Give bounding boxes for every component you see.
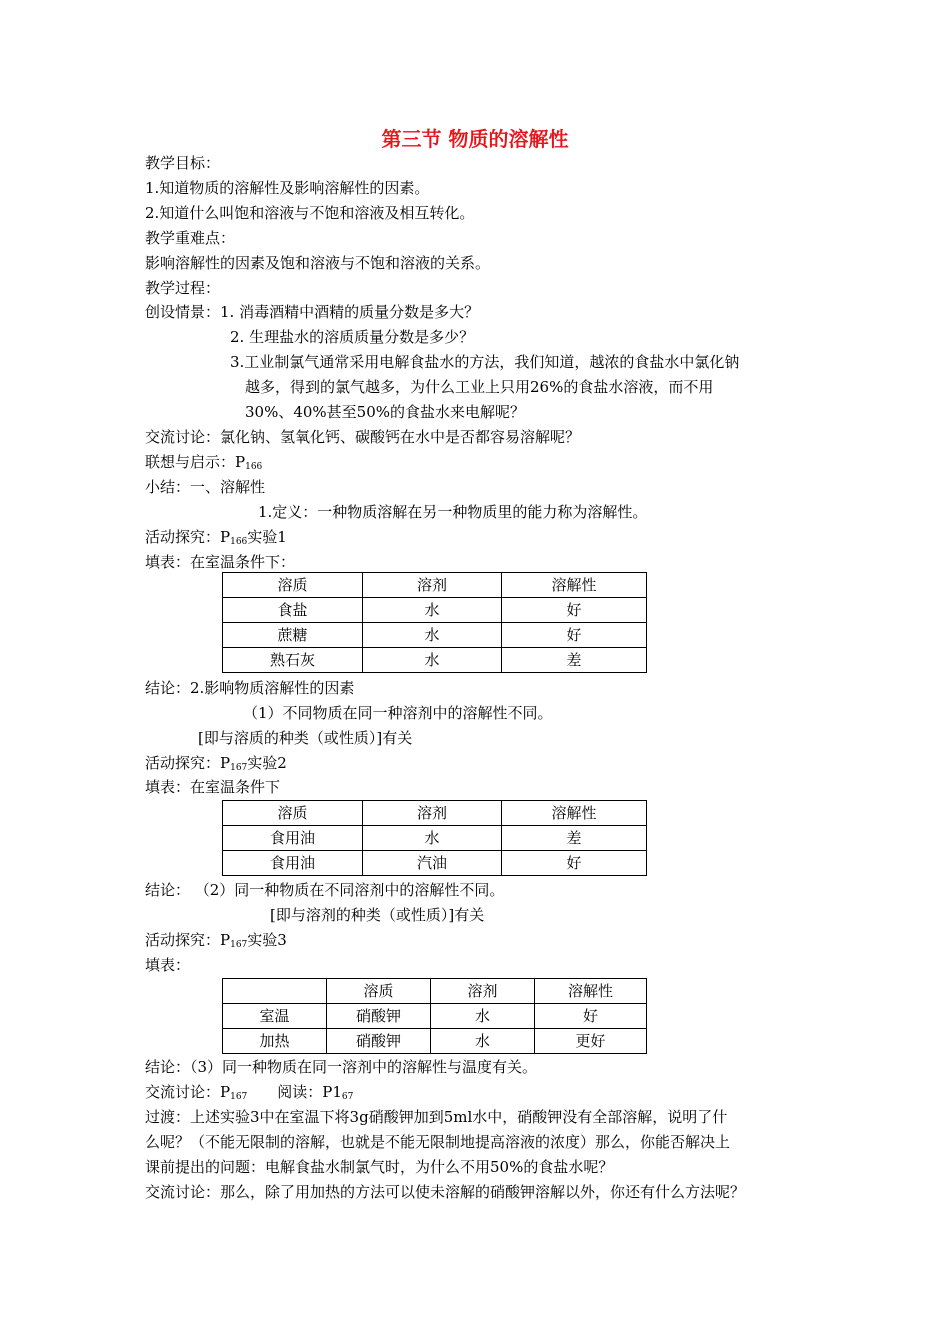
table-header-cell: 溶质: [327, 979, 431, 1004]
table-row: [223, 648, 647, 673]
table-cell: 食用油: [223, 851, 363, 876]
key-points-heading: 教学重难点：: [145, 229, 236, 247]
association-line: [145, 452, 262, 477]
activity-2-text: 活动探究：P: [145, 754, 231, 772]
table-cell: 食盐: [223, 598, 363, 623]
table-cell: 室温: [223, 1004, 327, 1029]
discussion-3: 交流讨论：那么，除了用加热的方法可以使未溶解的硝酸钾溶解以外，你还有什么方法呢？: [145, 1183, 746, 1201]
table-header-cell: 溶质: [223, 801, 363, 826]
table-header-cell: 溶解性: [502, 573, 647, 598]
table-row: [223, 801, 647, 826]
objective-1: 1.知道物质的溶解性及影响溶解性的因素。: [145, 179, 430, 197]
table-cell: 汽油: [363, 851, 502, 876]
table-cell: 更好: [535, 1029, 647, 1054]
process-heading: 教学过程：: [145, 279, 221, 297]
table-row: [223, 851, 647, 876]
activity-1-text: 活动探究：P: [145, 528, 231, 546]
scenario-question-3-line-3: 30%、40%甚至50%的食盐水来电解呢？: [245, 403, 526, 421]
fill-table-1-caption: 填表：在室温条件下：: [145, 553, 296, 571]
conclusion-1-point: （1）不同物质在同一种溶剂中的溶解性不同。: [243, 704, 553, 722]
table-cell: 食用油: [223, 826, 363, 851]
activity-1-page-sub: 166: [230, 537, 248, 547]
reading-text: 阅读：P1: [277, 1083, 342, 1101]
reading-page-sub: 67: [341, 1092, 354, 1102]
table-row: [223, 826, 647, 851]
table-cell: 水: [363, 623, 502, 648]
page-title: 第三节 物质的溶解性: [381, 127, 569, 151]
conclusion-1: 结论：2.影响物质溶解性的因素: [145, 679, 355, 697]
table-cell: 熟石灰: [223, 648, 363, 673]
table-cell: 加热: [223, 1029, 327, 1054]
activity-1-line: [145, 527, 287, 552]
association-text: 联想与启示：P: [145, 453, 246, 471]
table-row: [223, 573, 647, 598]
scenario-question-3-line-2: 越多，得到的氯气越多，为什么工业上只用26%的食盐水溶液，而不用: [245, 378, 714, 396]
table-cell: 硝酸钾: [327, 1004, 431, 1029]
key-points-text: 影响溶解性的因素及饱和溶液与不饱和溶液的关系。: [145, 254, 491, 272]
table-row: [223, 1029, 647, 1054]
table-header-cell: 溶解性: [502, 801, 647, 826]
table-row: [223, 979, 647, 1004]
table-header-cell: 溶质: [223, 573, 363, 598]
table-header-cell: 溶剂: [363, 801, 502, 826]
table-cell: 好: [502, 598, 647, 623]
definition-text: 1.定义：一种物质溶解在另一种物质里的能力称为溶解性。: [258, 503, 648, 521]
table-cell: 水: [363, 826, 502, 851]
conclusion-2-note: [即与溶剂的种类（或性质）]有关: [270, 906, 485, 924]
table-cell: 硝酸钾: [327, 1029, 431, 1054]
table-1: [222, 572, 647, 673]
table-row: [223, 623, 647, 648]
table-2: [222, 800, 647, 876]
association-page-sub: 166: [245, 462, 263, 472]
scenario-question-3-line-1: 3.工业制氯气通常采用电解食盐水的方法，我们知道，越浓的食盐水中氯化钠: [230, 353, 740, 371]
table-cell: 好: [502, 623, 647, 648]
table-header-cell: 溶剂: [363, 573, 502, 598]
fill-table-2-caption: 填表：在室温条件下: [145, 778, 281, 796]
scenario-question-1: 创设情景：1. 消毒酒精中酒精的质量分数是多大？: [145, 303, 480, 321]
table-cell: 差: [502, 826, 647, 851]
summary-heading: 小结：一、溶解性: [145, 478, 266, 496]
table-3: [222, 978, 647, 1054]
objectives-heading: 教学目标：: [145, 154, 221, 172]
table-header-cell: 溶解性: [535, 979, 647, 1004]
activity-3-line: [145, 930, 287, 955]
table-cell: 水: [431, 1004, 535, 1029]
table-cell: 差: [502, 648, 647, 673]
discussion-2-page-sub: 167: [230, 1092, 248, 1102]
discussion-1: 交流讨论：氯化钠、氢氧化钙、碳酸钙在水中是否都容易溶解呢？: [145, 428, 581, 446]
activity-3-tail: 实验3: [247, 931, 287, 949]
activity-2-tail: 实验2: [247, 754, 287, 772]
table-cell: 水: [363, 648, 502, 673]
table-header-cell: [223, 979, 327, 1004]
discussion-2-line: [145, 1082, 353, 1107]
transition-line-3: 课前提出的问题：电解食盐水制氯气时，为什么不用50%的食盐水呢？: [145, 1158, 614, 1176]
conclusion-1-note: [即与溶质的种类（或性质）]有关: [198, 729, 413, 747]
transition-line-1: 过渡：上述实验3中在室温下将3g硝酸钾加到5ml水中，硝酸钾没有全部溶解，说明了什: [145, 1108, 728, 1126]
table-cell: 好: [535, 1004, 647, 1029]
conclusion-2: 结论： （2）同一种物质在不同溶剂中的溶解性不同。: [145, 881, 505, 899]
table-cell: 水: [363, 598, 502, 623]
conclusion-3: 结论：（3）同一种物质在同一溶剂中的溶解性与温度有关。: [145, 1058, 538, 1076]
table-cell: 蔗糖: [223, 623, 363, 648]
table-row: [223, 598, 647, 623]
table-header-cell: 溶剂: [431, 979, 535, 1004]
table-cell: 水: [431, 1029, 535, 1054]
table-cell: 好: [502, 851, 647, 876]
activity-3-text: 活动探究：P: [145, 931, 231, 949]
activity-1-tail: 实验1: [247, 528, 287, 546]
transition-line-2: 么呢？（不能无限制的溶解，也就是不能无限制地提高溶液的浓度）那么，你能否解决上: [145, 1133, 731, 1151]
fill-table-3-caption: 填表：: [145, 956, 191, 974]
discussion-2-text: 交流讨论：P: [145, 1083, 231, 1101]
objective-2: 2.知道什么叫饱和溶液与不饱和溶液及相互转化。: [145, 204, 475, 222]
activity-2-page-sub: 167: [230, 763, 248, 773]
activity-2-line: [145, 753, 287, 778]
table-row: [223, 1004, 647, 1029]
activity-3-page-sub: 167: [230, 940, 248, 950]
scenario-question-2: 2. 生理盐水的溶质质量分数是多少？: [230, 328, 475, 346]
